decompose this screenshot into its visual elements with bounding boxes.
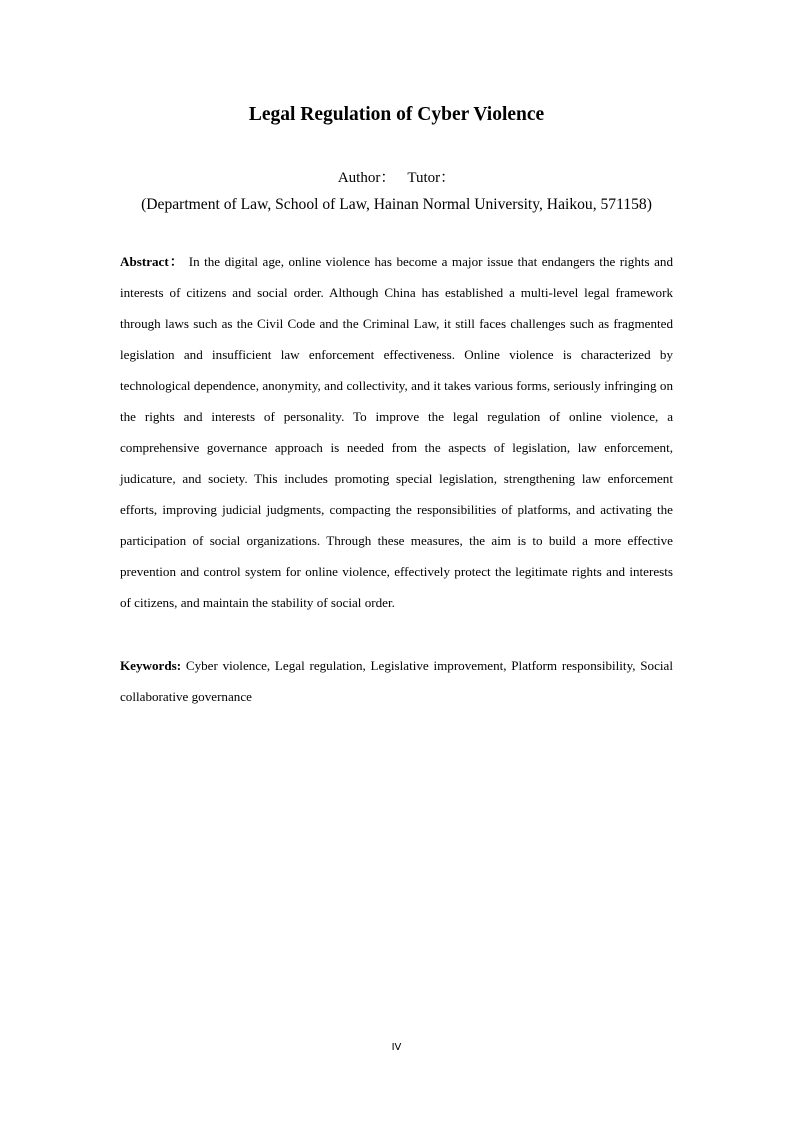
keywords-label: Keywords: <box>120 658 182 673</box>
author-label: Author： <box>337 170 396 186</box>
abstract-label: Abstract： <box>120 254 185 269</box>
page-number: IV <box>391 1042 402 1053</box>
author-line <box>0 166 793 187</box>
paper-title: Legal Regulation of Cyber Violence <box>248 104 545 125</box>
keywords-paragraph <box>120 650 673 712</box>
affiliation: (Department of Law, School of Law, Hainan Normal University, Haikou, 571158) <box>141 196 652 213</box>
abstract-text: In the digital age, online violence has become a major issue that endangers the rights and interests of citizens and social order. Although China has established a multi-level legal framework through laws such as the Civil Code and the Criminal Law, it still faces challenges such as fragmented legislation and insufficient law enforcement effectiveness. Online violence is characterized by technological dependence, anonymity, and collectivity, and it takes various forms, seriously infringing on the rights and interests of personality. To improve the legal regulation of online violence, a comprehensive governance approach is needed from the aspects of legislation, law enforcement, judicature, and society. This includes promoting special legislation, strengthening law enforcement efforts, improving judicial judgments, compacting the responsibilities of platforms, and activating the participation of social organizations. Through these measures, the aim is to build a more effective prevention and control system for online violence, effectively protect the legitimate rights and interests of citizens, and maintain the stability of social order. <box>120 254 673 610</box>
tutor-label: Tutor： <box>407 170 456 186</box>
abstract-paragraph <box>120 246 673 618</box>
keywords-text: Cyber violence, Legal regulation, Legislative improvement, Platform responsibility, Social collaborative governance <box>120 658 673 704</box>
